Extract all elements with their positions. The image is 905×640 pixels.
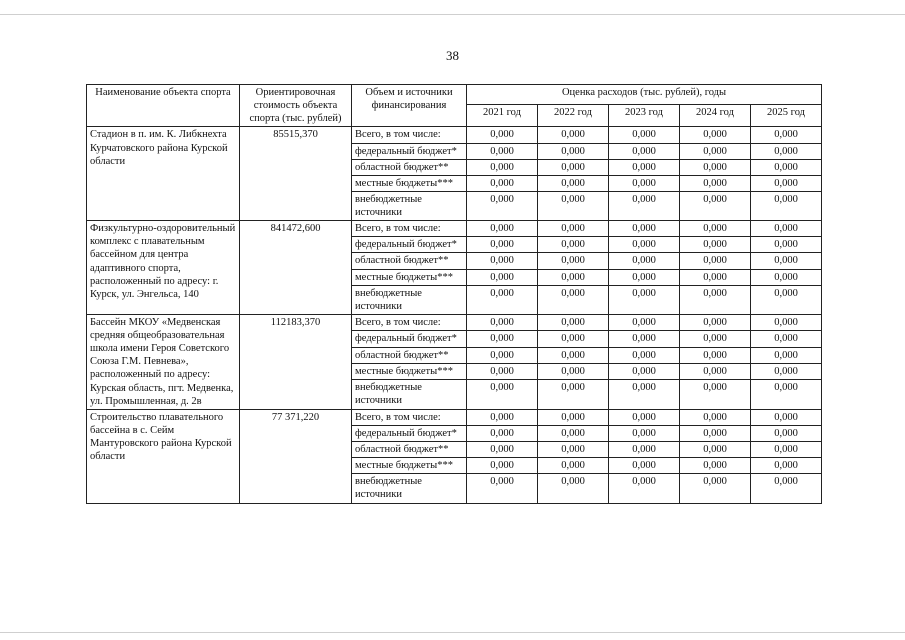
financing-source: внебюджетные источники bbox=[352, 191, 467, 220]
financing-source: Всего, в том числе: bbox=[352, 409, 467, 425]
header-year-2024: 2024 год bbox=[680, 105, 751, 127]
expense-value: 0,000 bbox=[609, 314, 680, 330]
expense-value: 0,000 bbox=[680, 191, 751, 220]
header-year-2022: 2022 год bbox=[538, 105, 609, 127]
table-row bbox=[87, 221, 822, 237]
scan-edge-top bbox=[0, 14, 905, 15]
expense-value: 0,000 bbox=[609, 221, 680, 237]
header-year-2025: 2025 год bbox=[751, 105, 822, 127]
expense-value: 0,000 bbox=[538, 175, 609, 191]
expense-value: 0,000 bbox=[467, 474, 538, 503]
financing-source: федеральный бюджет* bbox=[352, 143, 467, 159]
expense-value: 0,000 bbox=[751, 474, 822, 503]
table-row bbox=[87, 127, 822, 143]
expense-value: 0,000 bbox=[538, 269, 609, 285]
expense-value: 0,000 bbox=[751, 237, 822, 253]
expense-value: 0,000 bbox=[609, 269, 680, 285]
expense-value: 0,000 bbox=[538, 380, 609, 410]
expense-value: 0,000 bbox=[467, 331, 538, 347]
financing-source: федеральный бюджет* bbox=[352, 331, 467, 347]
expense-value: 0,000 bbox=[609, 363, 680, 379]
header-object-name: Наименование объекта спорта bbox=[87, 85, 240, 127]
financing-source: федеральный бюджет* bbox=[352, 237, 467, 253]
expense-value: 0,000 bbox=[680, 474, 751, 503]
expense-value: 0,000 bbox=[467, 425, 538, 441]
expense-value: 0,000 bbox=[751, 269, 822, 285]
expense-value: 0,000 bbox=[680, 253, 751, 269]
expense-value: 0,000 bbox=[680, 314, 751, 330]
expense-value: 0,000 bbox=[680, 237, 751, 253]
object-cost: 85515,370 bbox=[240, 127, 352, 221]
expense-value: 0,000 bbox=[680, 159, 751, 175]
expense-value: 0,000 bbox=[751, 347, 822, 363]
expense-value: 0,000 bbox=[467, 159, 538, 175]
budget-table bbox=[86, 84, 822, 504]
expense-value: 0,000 bbox=[467, 127, 538, 143]
expense-value: 0,000 bbox=[467, 221, 538, 237]
expense-value: 0,000 bbox=[538, 458, 609, 474]
object-name: Стадион в п. им. К. Либкнехта Курчатовского района Курской области bbox=[87, 127, 240, 221]
financing-source: Всего, в том числе: bbox=[352, 221, 467, 237]
expense-value: 0,000 bbox=[751, 175, 822, 191]
expense-value: 0,000 bbox=[751, 143, 822, 159]
expense-value: 0,000 bbox=[609, 143, 680, 159]
expense-value: 0,000 bbox=[538, 363, 609, 379]
expense-value: 0,000 bbox=[751, 314, 822, 330]
expense-value: 0,000 bbox=[538, 347, 609, 363]
expense-value: 0,000 bbox=[609, 331, 680, 347]
expense-value: 0,000 bbox=[751, 127, 822, 143]
expense-value: 0,000 bbox=[538, 442, 609, 458]
expense-value: 0,000 bbox=[609, 191, 680, 220]
scan-edge-bottom bbox=[0, 632, 905, 633]
expense-value: 0,000 bbox=[680, 331, 751, 347]
financing-source: федеральный бюджет* bbox=[352, 425, 467, 441]
expense-value: 0,000 bbox=[467, 143, 538, 159]
expense-value: 0,000 bbox=[751, 458, 822, 474]
object-cost: 841472,600 bbox=[240, 221, 352, 315]
expense-value: 0,000 bbox=[680, 409, 751, 425]
expense-value: 0,000 bbox=[751, 363, 822, 379]
header-estimate: Оценка расходов (тыс. рублей), годы bbox=[467, 85, 822, 105]
expense-value: 0,000 bbox=[538, 409, 609, 425]
expense-value: 0,000 bbox=[609, 409, 680, 425]
expense-value: 0,000 bbox=[609, 380, 680, 410]
expense-value: 0,000 bbox=[751, 221, 822, 237]
financing-source: Всего, в том числе: bbox=[352, 127, 467, 143]
expense-value: 0,000 bbox=[538, 237, 609, 253]
expense-value: 0,000 bbox=[467, 237, 538, 253]
expense-value: 0,000 bbox=[538, 285, 609, 314]
financing-source: внебюджетные источники bbox=[352, 285, 467, 314]
expense-value: 0,000 bbox=[538, 159, 609, 175]
expense-value: 0,000 bbox=[538, 425, 609, 441]
expense-value: 0,000 bbox=[751, 191, 822, 220]
expense-value: 0,000 bbox=[467, 285, 538, 314]
expense-value: 0,000 bbox=[609, 253, 680, 269]
object-cost: 112183,370 bbox=[240, 314, 352, 409]
expense-value: 0,000 bbox=[680, 221, 751, 237]
expense-value: 0,000 bbox=[680, 127, 751, 143]
expense-value: 0,000 bbox=[609, 159, 680, 175]
financing-source: местные бюджеты*** bbox=[352, 363, 467, 379]
expense-value: 0,000 bbox=[680, 458, 751, 474]
expense-value: 0,000 bbox=[538, 127, 609, 143]
header-year-2021: 2021 год bbox=[467, 105, 538, 127]
financing-source: внебюджетные источники bbox=[352, 380, 467, 410]
expense-value: 0,000 bbox=[751, 159, 822, 175]
expense-value: 0,000 bbox=[751, 331, 822, 347]
expense-value: 0,000 bbox=[680, 363, 751, 379]
financing-source: областной бюджет** bbox=[352, 442, 467, 458]
expense-value: 0,000 bbox=[680, 269, 751, 285]
financing-source: областной бюджет** bbox=[352, 253, 467, 269]
expense-value: 0,000 bbox=[680, 425, 751, 441]
expense-value: 0,000 bbox=[538, 143, 609, 159]
expense-value: 0,000 bbox=[680, 442, 751, 458]
table-body bbox=[87, 127, 822, 503]
expense-value: 0,000 bbox=[609, 285, 680, 314]
expense-value: 0,000 bbox=[538, 314, 609, 330]
financing-source: областной бюджет** bbox=[352, 159, 467, 175]
expense-value: 0,000 bbox=[467, 458, 538, 474]
expense-value: 0,000 bbox=[467, 314, 538, 330]
header-financing: Объем и источники финансирования bbox=[352, 85, 467, 127]
expense-value: 0,000 bbox=[751, 425, 822, 441]
expense-value: 0,000 bbox=[538, 221, 609, 237]
expense-value: 0,000 bbox=[751, 253, 822, 269]
expense-value: 0,000 bbox=[609, 347, 680, 363]
financing-source: местные бюджеты*** bbox=[352, 458, 467, 474]
expense-value: 0,000 bbox=[680, 285, 751, 314]
expense-value: 0,000 bbox=[467, 253, 538, 269]
expense-value: 0,000 bbox=[609, 474, 680, 503]
header-year-2023: 2023 год bbox=[609, 105, 680, 127]
header-cost: Ориентировочная стоимость объекта спорта (тыс. рублей) bbox=[240, 85, 352, 127]
expense-value: 0,000 bbox=[467, 347, 538, 363]
financing-source: местные бюджеты*** bbox=[352, 175, 467, 191]
expense-value: 0,000 bbox=[680, 175, 751, 191]
expense-value: 0,000 bbox=[467, 269, 538, 285]
page-number: 38 bbox=[446, 48, 459, 63]
financing-source: областной бюджет** bbox=[352, 347, 467, 363]
financing-source: местные бюджеты*** bbox=[352, 269, 467, 285]
table-row bbox=[87, 314, 822, 330]
expense-value: 0,000 bbox=[609, 442, 680, 458]
expense-value: 0,000 bbox=[467, 380, 538, 410]
expense-value: 0,000 bbox=[467, 409, 538, 425]
expense-value: 0,000 bbox=[467, 363, 538, 379]
expense-value: 0,000 bbox=[538, 191, 609, 220]
expense-value: 0,000 bbox=[538, 331, 609, 347]
expense-value: 0,000 bbox=[538, 253, 609, 269]
financing-source: внебюджетные источники bbox=[352, 474, 467, 503]
expense-value: 0,000 bbox=[609, 458, 680, 474]
object-name: Физкультурно-оздоровительный комплекс с плавательным бассейном для центра адаптивного спорта, расположенный по адресу: г. Курск, ул. Энгельса, 140 bbox=[87, 221, 240, 315]
expense-value: 0,000 bbox=[751, 409, 822, 425]
expense-value: 0,000 bbox=[467, 442, 538, 458]
expense-value: 0,000 bbox=[751, 285, 822, 314]
expense-value: 0,000 bbox=[751, 380, 822, 410]
table-row bbox=[87, 409, 822, 425]
expense-value: 0,000 bbox=[467, 191, 538, 220]
expense-value: 0,000 bbox=[609, 237, 680, 253]
expense-value: 0,000 bbox=[538, 474, 609, 503]
object-name: Бассейн МКОУ «Медвенская средняя общеобразовательная школа имени Героя Советского Союза Г.М. Певнева», расположенный по адресу: Курская область, пгт. Медвенка, ул. Промышленная, д. 2в bbox=[87, 314, 240, 409]
expense-value: 0,000 bbox=[680, 380, 751, 410]
expense-value: 0,000 bbox=[609, 425, 680, 441]
financing-source: Всего, в том числе: bbox=[352, 314, 467, 330]
expense-value: 0,000 bbox=[467, 175, 538, 191]
expense-value: 0,000 bbox=[609, 175, 680, 191]
expense-value: 0,000 bbox=[751, 442, 822, 458]
object-cost: 77 371,220 bbox=[240, 409, 352, 503]
expense-value: 0,000 bbox=[680, 347, 751, 363]
expense-value: 0,000 bbox=[680, 143, 751, 159]
expense-value: 0,000 bbox=[609, 127, 680, 143]
object-name: Строительство плавательного бассейна в с. Сейм Мантуровского района Курской области bbox=[87, 409, 240, 503]
